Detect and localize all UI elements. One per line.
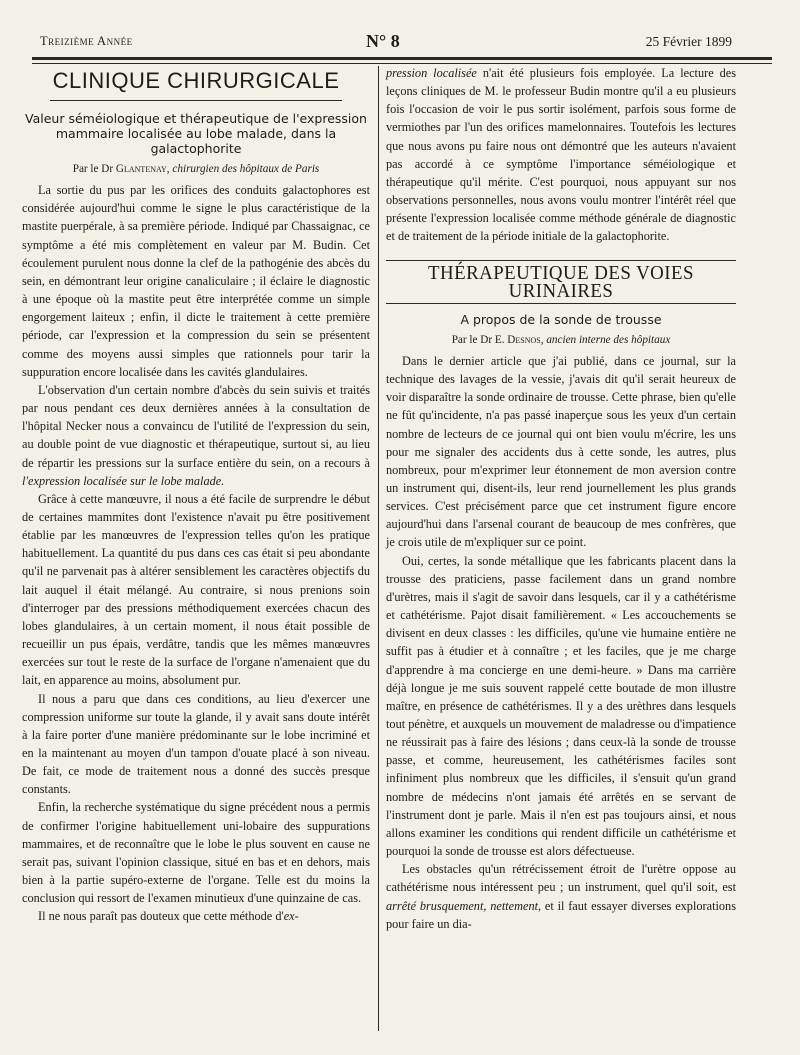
paragraph-italic: ex-	[283, 909, 299, 924]
paragraph: Il nous a paru que dans ces conditions, au lieu d'exercer une compression uniforme sur toute la glande, il y avait sans doute intérêt à la faire porter d'une manière prédominante sur le lobe incriminé et en la maintenant au moyen d'un tampon d'ouate placé à son niveau. De fait, ce mode de traitement nous a donné des succès presque constants.	[22, 691, 370, 797]
paragraph	[22, 381, 370, 490]
paragraph	[22, 907, 370, 925]
paragraph-italic: arrêté brusquement, nettement	[386, 898, 539, 913]
column-divider	[378, 66, 379, 1031]
paragraph: La sortie du pus par les orifices des conduits galactophores est considérée aujourd'hui comme le signe le plus caractéristique de la mastite puerpérale, à sa première période. Indiqué par Chassaignac, ce symptôme a été mis complètement en valeur par M. Budin. Cet écoulement purulent nous donne la clef de la pathogénie des abcès du sein, en démontrant leur origine canaliculaire ; il éclaire le diagnostic à une époque où la mastite peut être interprétée comme un simple engorgement laiteux ; enfin, il dicte le traitement à cette première période, car l'expression et la compression du sein se présentent comme des moyens aussi simples que rationnels pour tarir la suppuration encore localisée dans les cavités glandulaires.	[22, 183, 370, 379]
byline-author: E. Desnos,	[494, 333, 544, 346]
continued-paragraph	[386, 64, 736, 246]
paragraph-text: Les obstacles qu'un rétrécissement étroit de l'urètre oppose au cathétérisme nous intéressent peu ; un instrument, quel qu'il soit, est	[386, 862, 736, 895]
article-title-sonde: A propos de la sonde de trousse	[460, 311, 662, 327]
section-heading-wrap	[50, 68, 342, 101]
masthead	[30, 31, 770, 54]
left-column	[22, 64, 370, 926]
section-title-clinique: CLINIQUE CHIRURGICALE	[52, 68, 340, 93]
byline-role: chirurgien des hôpitaux de Paris	[172, 163, 320, 176]
byline-glantenay	[22, 162, 370, 177]
paragraph-text: , et il faut essayer diverses explorations pour faire un dia-	[386, 898, 736, 931]
paragraph: Dans le dernier article que j'ai publié, dans ce journal, sur la technique des lavages de la vessie, j'avais dit qu'il serait heureux de voir disparaître la sonde ordinaire de trousse. Cette phrase, bien qu'elle ne fût qu'incidente, n'a pas passé inaperçue sous les yeux d'un certain nombre de lecteurs de ce journal qui ont bien voulu m'écrire, les uns pour me signaler des accidents dus à cette sonde, les autres, plus nombreux, pour m'exprimer leur étonnement de mon aversion contre un instrument qui, disent-ils, leur rend journellement les plus grands services. C'est précisément parce que cet instrument figure encore aujourd'hui dans l'arsenal courant de beaucoup de mes confrères, que je crois utile de m'expliquer sur ce point.	[386, 353, 736, 550]
paragraph-italic: pression localisée	[386, 66, 477, 80]
byline-author: Glantenay,	[115, 163, 170, 176]
byline-role: ancien interne des hôpitaux	[546, 333, 671, 346]
masthead-rule-thick	[32, 57, 772, 60]
paragraph: Enfin, la recherche systématique du signe précédent nous a permis de confirmer l'origine habituellement uni-lobaire des suppurations mammaires, et de reconnaître que le lobe le plus souvent en cause ne serait pas, suivant l'opinion classique, situé en bas et en dehors, mais bien à la partie supéro-externe de l'organe. Telle est du moins la conclusion qui ressort de l'examen minutieux d'une quinzaine de cas.	[22, 800, 370, 906]
paragraph-text: L'observation d'un certain nombre d'abcès du sein suivis et traités par nous pendant ces deux dernières années à la consultation de l'hôpital Necker nous a convaincu de l'utilité de l'expression du sein, au double point de vue diagnostic et thérapeutique, surtout si, au lieu de répartir les pressions sur la surface entière du sein, on a recours à	[22, 382, 370, 470]
issue-date: 25 Février 1899	[645, 34, 732, 49]
paragraph: Grâce à cette manœuvre, il nous a été facile de surprendre le début de certaines mammites dont l'existence n'avait pu être positivement établie par les manœuvres de l'expression telles qu'on les pratique habituellement. La quantité du pus dans ces cas était si peu abondante qu'il ne parvenait pas à altérer sensiblement les caractères objectifs du lait auquel il était mélangé. Au contraire, si nous prenions soin d'interroger par des pressions méthodiquement exercées chacun des lobes glandulaires, à un certain moment, il nous était possible de recueillir un pus épais, verdâtre, tandis que les mêmes manœuvres exercées sur tout le reste de la surface de l'organe n'amenaient que du lait, en apparence au moins, absolument pur.	[22, 491, 370, 688]
paragraph-italic: l'expression localisée sur le lobe malade.	[22, 473, 225, 488]
right-column	[386, 64, 736, 933]
paragraph	[386, 860, 736, 933]
section-heading-wrap	[386, 260, 736, 304]
article-title-galactophorite: Valeur séméiologique et thérapeutique de l'expression mammaire localisée au lobe malade, dans la galactophorite	[25, 111, 367, 157]
byline-prefix: Par le Dr	[451, 333, 493, 346]
paragraph: Oui, certes, la sonde métallique que les fabricants placent dans la trousse des praticiens, passe facilement dans un grand nombre d'urètres, mais il s'agit de savoir dans lesquels, car il y a cathétérisme et cathétérisme. Pajot disait familièrement. « Les accouchements se divisent en deux classes : les difficiles, qu'une vie humaine entière ne suffit pas à étudier et à connaître ; et les faciles, que je me charge d'apprendre à ma concierge en une demi-heure. » Dans ma carrière déjà longue je me suis souvent rappelé cette boutade de mon illustre maître, en présence de cathétérismes. Il y a des urèthres dans lesquels tout pénètre, et auxquels un mouvement de maladresse ou d'impatience ne réussirait pas à faire des lésions ; dans ceux-là la sonde de trousse passe, et comme, heureusement, les cathétérismes faciles sont infiniment plus nombreux que les difficiles, il s'ensuit qu'un grand nombre de médecins n'ont jamais été arrêtés en se servant de l'instrument dont je parle. Mais il n'en est pas toujours ainsi, et nous allons examiner les conditions qui rendent difficile un cathétérisme et pourquoi la sonde de trousse est alors défectueuse.	[386, 553, 736, 859]
paragraph-text: Il ne nous paraît pas douteux que cette méthode d'	[38, 909, 284, 924]
section-title-therapeutique: THÉRAPEUTIQUE DES VOIES URINAIRES	[428, 261, 694, 302]
byline-prefix: Par le Dr	[72, 163, 114, 176]
paragraph-text: n'ait été plusieurs fois employée. La lecture des leçons cliniques de M. le professeur Budin montre qu'il a eu plusieurs fois l'occasion de voir le pus sortir isolément, parfois sous forme de vermiothes par l'un des orifices mamelonnaires. Toutefois les lectures que nous avons pu faire nous ont démontré que les auteurs n'avaient pas accordé à ce symptôme l'importance séméiologique et thérapeutique qu'il mérite. C'est pourquoi, nous appuyant sur nos observations personnelles, nous avons voulu montrer l'intérêt réel que présente l'expression localisée comme méthode générale de diagnostic et de traitement de la période initiale de la galactophorite.	[386, 66, 736, 244]
volume-year: Treizième Année	[40, 34, 133, 48]
issue-number: N° 8	[366, 31, 400, 51]
byline-desnos	[386, 333, 736, 348]
